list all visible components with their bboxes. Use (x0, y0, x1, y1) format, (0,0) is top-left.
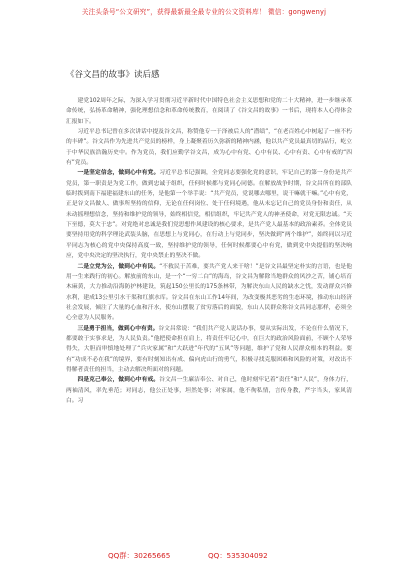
paragraph-text: “不救民于苦难，要共产党人来干啥！”是谷文昌最坚定朴实的言语，也是他用一生来践行的初心。解放前的东山，是一个“一穷二白”的海岛，谷文昌为解除当地群众的风沙之苦，铺心培育木麻黄，大力推动沿海防护林建设，筑起150公里长的175条林带，为解决东山人民的缺水之忧，发动群众兴修水利，建成13公里引水干渠和红旗水库。谷文昌在东山工作14年间，为改变极其恶劣的生态环境，推动东山经济社会发展，倾注了大量的心血和汗水，使东山摆脱了贫穷落后的面貌，东山人民群众称谷文昌同志那样，必须全心全意为人民服务。 (66, 263, 352, 322)
paragraph-text: 习近平总书记曾在多次讲话中提及谷文昌，称赞他专一于泽被后人的“潜绩”，“在老百姓心中树起了一座不朽的丰碑”。谷文昌作为先进共产党员的榜样，身上凝聚着历久弥新的精神内涵，他以共产党员最真切的品行，屹立于中华民族浩瀚历史中。作为党员，我们应勤学谷文昌，成为心中有党、心中有民、心中有责、心中有戒的“四有”党员。 (66, 129, 352, 167)
footer-qq-group: QQ群：30265665 (108, 551, 171, 560)
paragraph-text: 谷文昌常说：“我们共产党人说话办事，要从实际出发，不论在什么情况下，都要敢于实事求是，为人民负责。”他把使命担在肩上，将责任牢记心中，在巨大的政治风险面前，不顾个人荣辱得失，大胆而审慎地处理了“兵灾家属”和“大跃进”年代的“五风”等问题，维护了党和人民群众根本的利益。要有“功成不必在我”的境界，要有时刻知出有成、偏向虎山行的勇气，积极寻找克服困难和风险的对策，对改出不得解者责任的担当，主动去解决所面对的问题。 (66, 325, 353, 373)
paragraph-text: 习近平总书记强调，全党同志要强化党的意识，牢记自己的第一身份是共产党员，第一职责是为党工作，做到忠诚于组织，任何时候都与党同心同德。在解放战争时期，谷文昌所在的部队临时拨到南下福建福建东山的任务，是他第一个举手说：“共产党员，党说哪去哪里，说干嘛就干嘛。”心中有党，正是谷文昌做人、做事所坚持的信仰，无论在任何岗位、处于任何境遇，他从未忘记自己的党员身份和责任，从未动摇理想信念，坚持和维护党的领导，始终相信党，相信组织，牢记共产党人的神圣使命，对党无限忠诚。“天下至德，莫大于忠”。对党绝对忠诚是我们党思想作风建设的核心要求，是共产党人最基本的政治素养。全体党员要坚持用党的科学理论武装头脑，在思想上与党同心，在行动上与党同步，坚决做到“两个维护”，始终同以习近平同志为核心的党中央保持高度一致，坚持维护党的领导，任何时候都要心中有党，做到党中央提倡的坚决响应，党中央决定的坚决执行，党中央禁止的坚决不做。 (66, 170, 353, 260)
paragraph-lead: 四是克己奉公，做到心中有戒。 (77, 377, 160, 384)
paragraph (66, 168, 352, 261)
paragraph-text: 建党102周年之际，为深入学习贯彻习近平新时代中国特色社会主义思想和党的二十大精神，进一步继承革命传统，弘扬革命精神，强化理想信念和革命传统教育，在阅读了《谷文昌的故事》一书后，现将本人心得体会汇报如下。 (66, 98, 352, 125)
paragraph-lead: 二是立党为公，做到心中有民。 (77, 263, 160, 270)
paragraph-lead: 一是坚定信念，做到心中有党。 (77, 170, 160, 177)
document-title: 《谷文昌的故事》读后感 (66, 70, 160, 80)
paragraph-text: 谷文昌一生廉洁奉公、对自己，他时刻牢记着“责任”和“人民”，身体力行，两袖清风，率先垂范；对同志，他公正处事，坦然处事；对家属，他不徇私情，言传身教，严字当头，家风清白。习 (66, 377, 353, 404)
paragraph (66, 324, 352, 376)
footer (0, 548, 408, 580)
footer-qq: QQ：535304092 (208, 551, 268, 560)
paragraph-lead: 三是勇于担当，做到心中有责。 (77, 325, 159, 332)
paragraph (66, 375, 352, 406)
promo-banner (0, 0, 408, 40)
paragraph (66, 262, 352, 324)
banner-text: 关注头条号“公文研究”，获得最新最全最专业的公文资料库！ 微信：gongwenyj (81, 8, 327, 16)
paragraph (66, 96, 352, 127)
paragraph (66, 127, 352, 168)
document-body (66, 96, 352, 406)
